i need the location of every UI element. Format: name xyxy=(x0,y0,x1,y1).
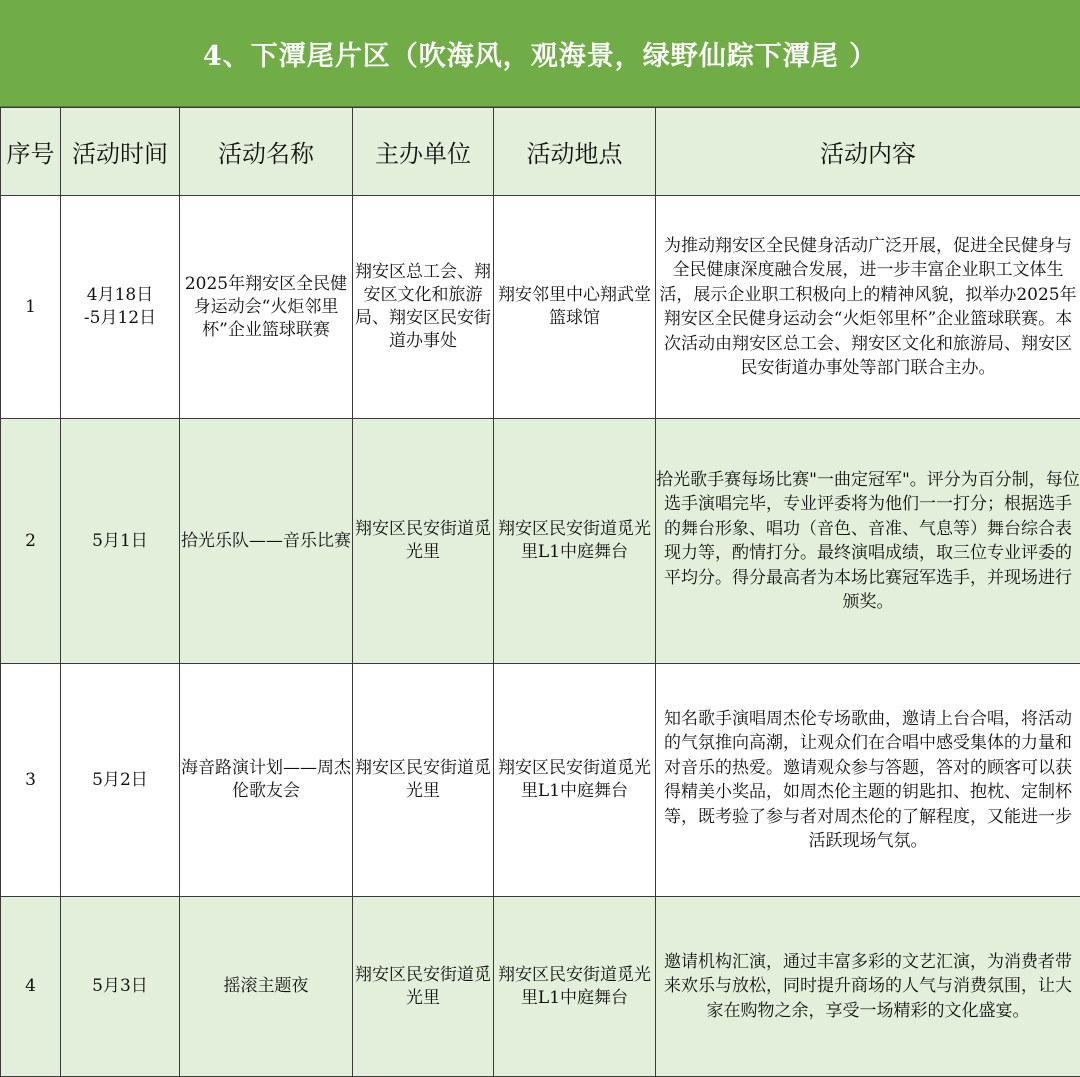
row-time xyxy=(61,897,180,1077)
row-venue: 翔安区民安街道觅光里L1中庭舞台 xyxy=(494,664,656,897)
row-venue: 翔安区民安街道觅光里L1中庭舞台 xyxy=(494,897,656,1077)
row-time-start: 5月2日 xyxy=(61,769,179,792)
row-content: 拾光歌手赛每场比赛"一曲定冠军"。评分为百分制，每位选手演唱完毕，专业评委将为他们一一打分；根据选手的舞台形象、唱功（音色、音准、气息等）舞台综合表现力等，酌情打分。最终演唱成绩，取三位专业评委的平均分。得分最高者为本场比赛冠军选手，并现场进行颁奖。 xyxy=(656,419,1080,664)
row-venue: 翔安邻里中心翔武堂篮球馆 xyxy=(494,196,656,419)
row-organizer: 翔安区总工会、翔安区文化和旅游局、翔安区民安街道办事处 xyxy=(353,196,494,419)
row-name: 2025年翔安区全民健身运动会“火炬邻里杯”企业篮球联赛 xyxy=(180,196,353,419)
row-time-start: 5月1日 xyxy=(61,530,179,553)
row-time xyxy=(61,664,180,897)
table-row xyxy=(1,419,1080,664)
column-header-content: 活动内容 xyxy=(656,108,1080,196)
row-venue: 翔安区民安街道觅光里L1中庭舞台 xyxy=(494,419,656,664)
row-no: 1 xyxy=(1,196,61,419)
row-name: 海音路演计划——周杰伦歌友会 xyxy=(180,664,353,897)
column-header-time: 活动时间 xyxy=(61,108,180,196)
page-title: 4、下潭尾片区（吹海风，观海景，绿野仙踪下潭尾 ） xyxy=(0,0,1080,107)
row-organizer: 翔安区民安街道觅光里 xyxy=(353,897,494,1077)
row-no: 3 xyxy=(1,664,61,897)
row-time-start: 5月3日 xyxy=(61,975,179,998)
row-organizer: 翔安区民安街道觅光里 xyxy=(353,419,494,664)
row-content: 为推动翔安区全民健身活动广泛开展，促进全民健身与全民健康深度融合发展，进一步丰富企业职工文体生活，展示企业职工积极向上的精神风貌，拟举办2025年翔安区全民健身运动会“火炬邻里杯”企业篮球联赛。本次活动由翔安区总工会、翔安区文化和旅游局、翔安区民安街道办事处等部门联合主办。 xyxy=(656,196,1080,419)
row-organizer: 翔安区民安街道觅光里 xyxy=(353,664,494,897)
row-content: 知名歌手演唱周杰伦专场歌曲，邀请上台合唱，将活动的气氛推向高潮，让观众们在合唱中感受集体的力量和对音乐的热爱。邀请观众参与答题，答对的顾客可以获得精美小奖品，如周杰伦主题的钥匙扣、抱枕、定制杯等，既考验了参与者对周杰伦的了解程度，又能进一步活跃现场气氛。 xyxy=(656,664,1080,897)
column-header-organizer: 主办单位 xyxy=(353,108,494,196)
row-time xyxy=(61,196,180,419)
row-content: 邀请机构汇演，通过丰富多彩的文艺汇演，为消费者带来欢乐与放松，同时提升商场的人气与消费氛围，让大家在购物之余，享受一场精彩的文化盛宴。 xyxy=(656,897,1080,1077)
row-no: 2 xyxy=(1,419,61,664)
column-header-no: 序号 xyxy=(1,108,61,196)
table-row xyxy=(1,897,1080,1077)
table-row xyxy=(1,664,1080,897)
row-no: 4 xyxy=(1,897,61,1077)
column-header-venue: 活动地点 xyxy=(494,108,656,196)
table-row xyxy=(1,196,1080,419)
events-table xyxy=(0,107,1080,1077)
row-time-end: -5月12日 xyxy=(61,307,179,330)
row-name: 拾光乐队——音乐比赛 xyxy=(180,419,353,664)
column-header-name: 活动名称 xyxy=(180,108,353,196)
row-time-start: 4月18日 xyxy=(61,284,179,307)
table-header-row xyxy=(1,108,1080,196)
row-time xyxy=(61,419,180,664)
row-name: 摇滚主题夜 xyxy=(180,897,353,1077)
